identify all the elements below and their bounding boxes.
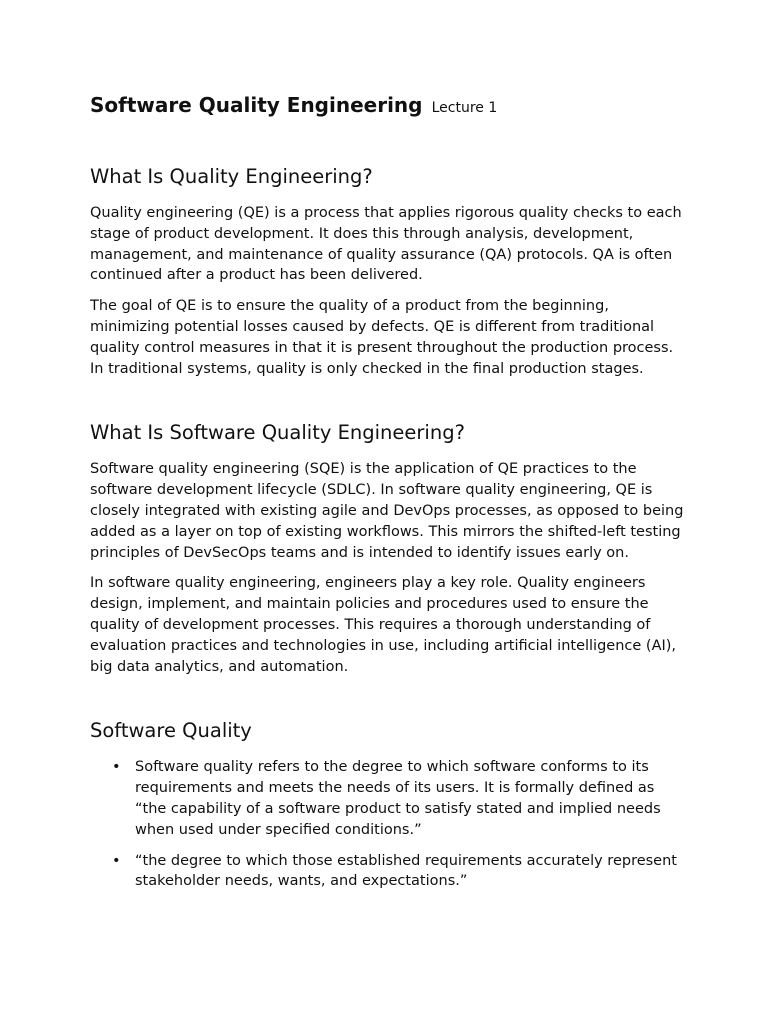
paragraph: In software quality engineering, engineers play a key role. Quality engineers design, implement, and maintain policies and procedures used to ensure the quality of development processes. This requires a thorough understanding of evaluation practices and technologies in use, including artificial intelligence (AI), big data analytics, and automation.	[90, 575, 677, 675]
bullet-icon: •	[112, 852, 121, 869]
section-heading-quality-engineering: What Is Quality Engineering?	[90, 165, 373, 188]
list-item-text: “the degree to which those established requirements accurately represent stakeholder needs, wants, and expectations.”	[135, 852, 677, 890]
list-item	[90, 851, 690, 893]
paragraph: The goal of QE is to ensure the quality of a product from the beginning, minimizing potential losses caused by defects. QE is different from traditional quality control measures in that it is present throughout the production process. In traditional systems, quality is only checked in the final production stages.	[90, 298, 674, 377]
paragraph: Quality engineering (QE) is a process that applies rigorous quality checks to each stage of product development. It does this through analysis, development, management, and maintenance of quality assurance (QA) protocols. QA is often continued after a product has been delivered.	[90, 205, 682, 284]
list-item-text: Software quality refers to the degree to which software conforms to its requirements and meets the needs of its users. It is formally defined as “the capability of a software product to satisfy stated and implied needs when used under specified conditions.”	[135, 759, 661, 838]
bullet-list	[90, 757, 690, 892]
document-subtitle: Lecture 1	[431, 100, 498, 116]
document-title: Software Quality Engineering	[90, 93, 423, 117]
document-title-line	[90, 90, 690, 123]
section-heading-software-quality-engineering: What Is Software Quality Engineering?	[90, 421, 465, 445]
list-item	[90, 757, 690, 840]
section-heading-software-quality: Software Quality	[90, 719, 252, 743]
bullet-icon: •	[112, 759, 121, 776]
paragraph: Software quality engineering (SQE) is the application of QE practices to the software development lifecycle (SDLC). In software quality engineering, QE is closely integrated with existing agile and DevOps processes, as opposed to being added as a layer on top of existing workflows. This mirrors the shifted-left testing principles of DevSecOps teams and is intended to identify issues early on.	[90, 461, 684, 561]
document-page	[90, 90, 690, 892]
